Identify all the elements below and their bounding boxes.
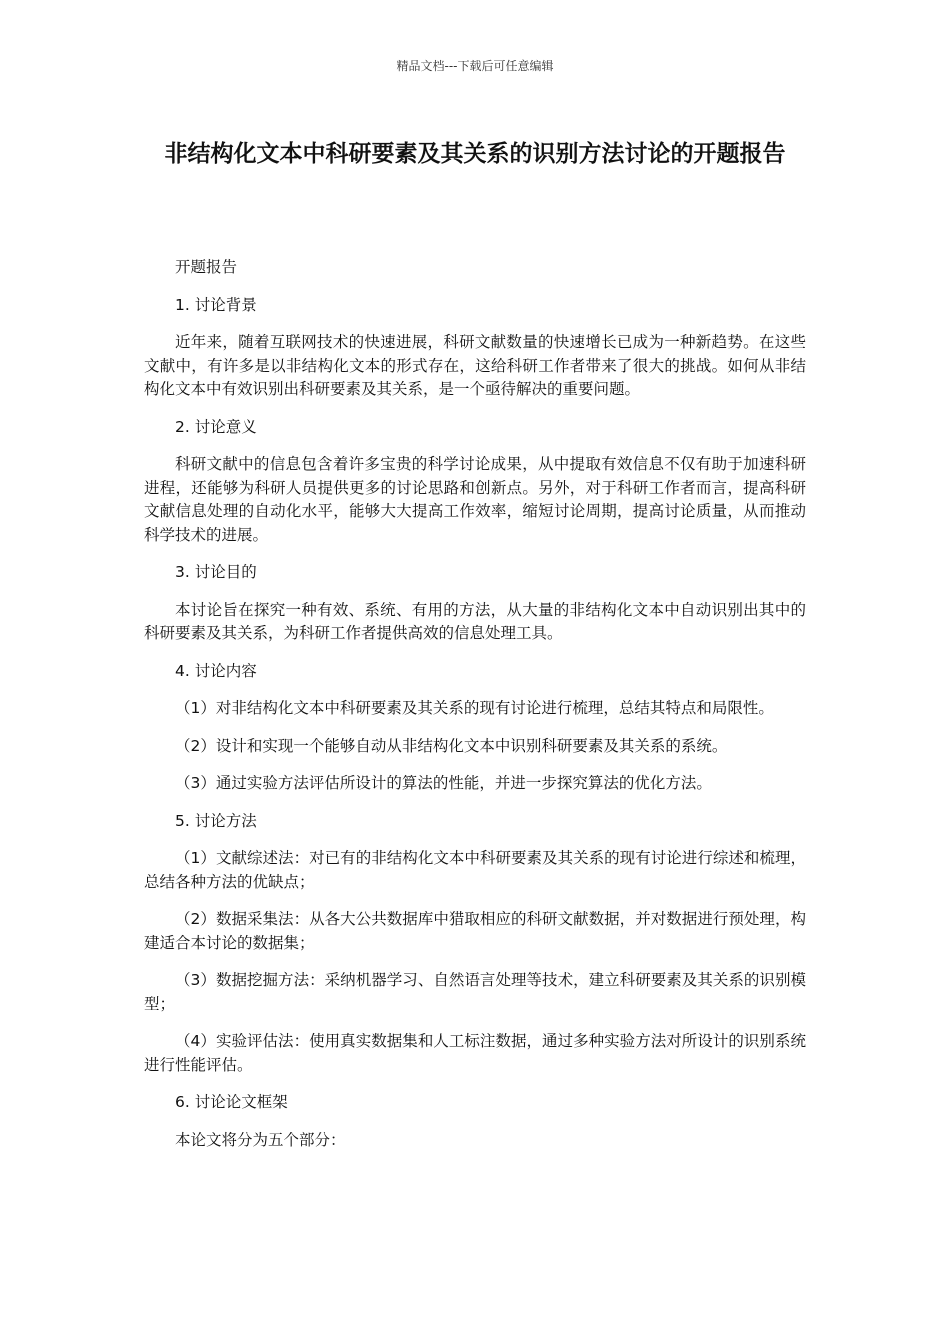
paragraph-framework: 本论文将分为五个部分：	[175, 1130, 346, 1149]
method-item-1: （1）文献综述法：对已有的非结构化文本中科研要素及其关系的现有讨论进行综述和梳理，总结各种方法的优缺点；	[144, 849, 806, 891]
method-item-2: （2）数据采集法：从各大公共数据库中猎取相应的科研文献数据，并对数据进行预处理，构建适合本讨论的数据集；	[144, 910, 806, 952]
content-item-1: （1）对非结构化文本中科研要素及其关系的现有讨论进行梳理，总结其特点和局限性。	[175, 699, 774, 717]
document-body	[144, 256, 806, 1166]
paragraph-purpose: 本讨论旨在探究一种有效、系统、有用的方法，从大量的非结构化文本中自动识别出其中的科研要素及其关系，为科研工作者提供高效的信息处理工具。	[144, 600, 806, 642]
paragraph-significance: 科研文献中的信息包含着许多宝贵的科学讨论成果，从中提取有效信息不仅有助于加速科研进程，还能够为科研人员提供更多的讨论思路和创新点。另外，对于科研工作者而言，提高科研文献信息处理的自动化水平，能够大大提高工作效率，缩短讨论周期，提高讨论质量，从而推动科学技术的进展。	[144, 455, 806, 544]
section-label-report: 开题报告	[175, 258, 238, 276]
document-title: 非结构化文本中科研要素及其关系的识别方法讨论的开题报告	[164, 141, 786, 167]
heading-purpose: 3. 讨论目的	[175, 563, 257, 581]
content-item-3: （3）通过实验方法评估所设计的算法的性能，并进一步探究算法的优化方法。	[175, 774, 712, 792]
method-item-3: （3）数据挖掘方法：采纳机器学习、自然语言处理等技术，建立科研要素及其关系的识别模型；	[144, 971, 806, 1013]
heading-content: 4. 讨论内容	[175, 661, 257, 680]
paragraph-background: 近年来，随着互联网技术的快速进展，科研文献数量的快速增长已成为一种新趋势。在这些文献中，有许多是以非结构化文本的形式存在，这给科研工作者带来了很大的挑战。如何从非结构化文本中有效识别出科研要素及其关系，是一个亟待解决的重要问题。	[144, 333, 806, 398]
header-note: 精品文档---下载后可任意编辑	[396, 59, 554, 73]
heading-significance: 2. 讨论意义	[175, 417, 257, 436]
content-item-2: （2）设计和实现一个能够自动从非结构化文本中识别科研要素及其关系的系统。	[175, 736, 728, 755]
heading-framework: 6. 讨论论文框架	[175, 1093, 288, 1111]
heading-background: 1. 讨论背景	[175, 295, 257, 314]
heading-methods: 5. 讨论方法	[175, 811, 257, 830]
method-item-4: （4）实验评估法：使用真实数据集和人工标注数据，通过多种实验方法对所设计的识别系统进行性能评估。	[144, 1032, 806, 1074]
